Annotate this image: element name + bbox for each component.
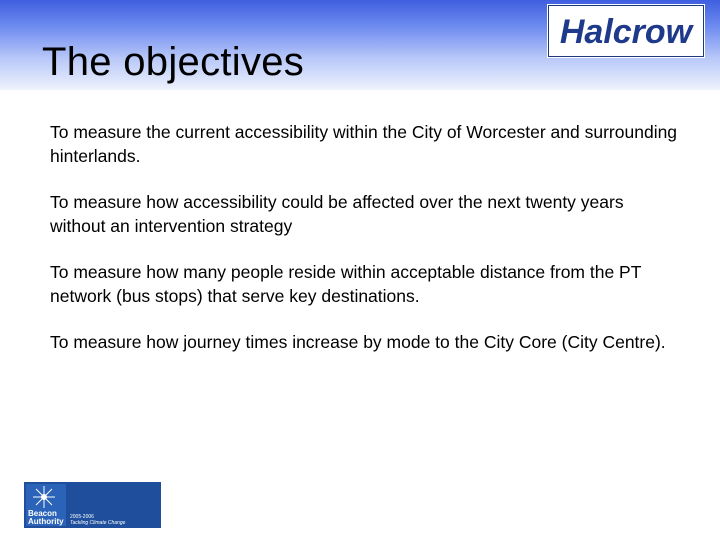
beacon-star-icon [33,486,55,508]
halcrow-logo-mark [551,8,701,54]
badge-years: 2005-2006 [70,514,94,520]
halcrow-logo-text: Halcrow [559,13,693,51]
halcrow-logo [548,5,704,57]
badge-line-authority: Authority [28,517,64,526]
badge-line-beacon: Beacon [28,509,57,518]
objectives-list [50,120,680,376]
objective-item-1: To measure the current accessibility within the City of Worcester and surrounding hinterlands. [50,122,678,166]
objective-item-2: To measure how accessibility could be affected over the next twenty years without an intervention strategy [50,192,624,236]
slide-title: The objectives [42,40,305,84]
badge-tagline: Tackling Climate Change [70,520,126,526]
beacon-badge-graphic [24,482,161,528]
objective-item-4: To measure how journey times increase by mode to the City Core (City Centre). [50,332,666,352]
beacon-authority-badge [24,482,161,528]
objective-item-3: To measure how many people reside within acceptable distance from the PT network (bus stops) that serve key destinations. [50,262,642,306]
